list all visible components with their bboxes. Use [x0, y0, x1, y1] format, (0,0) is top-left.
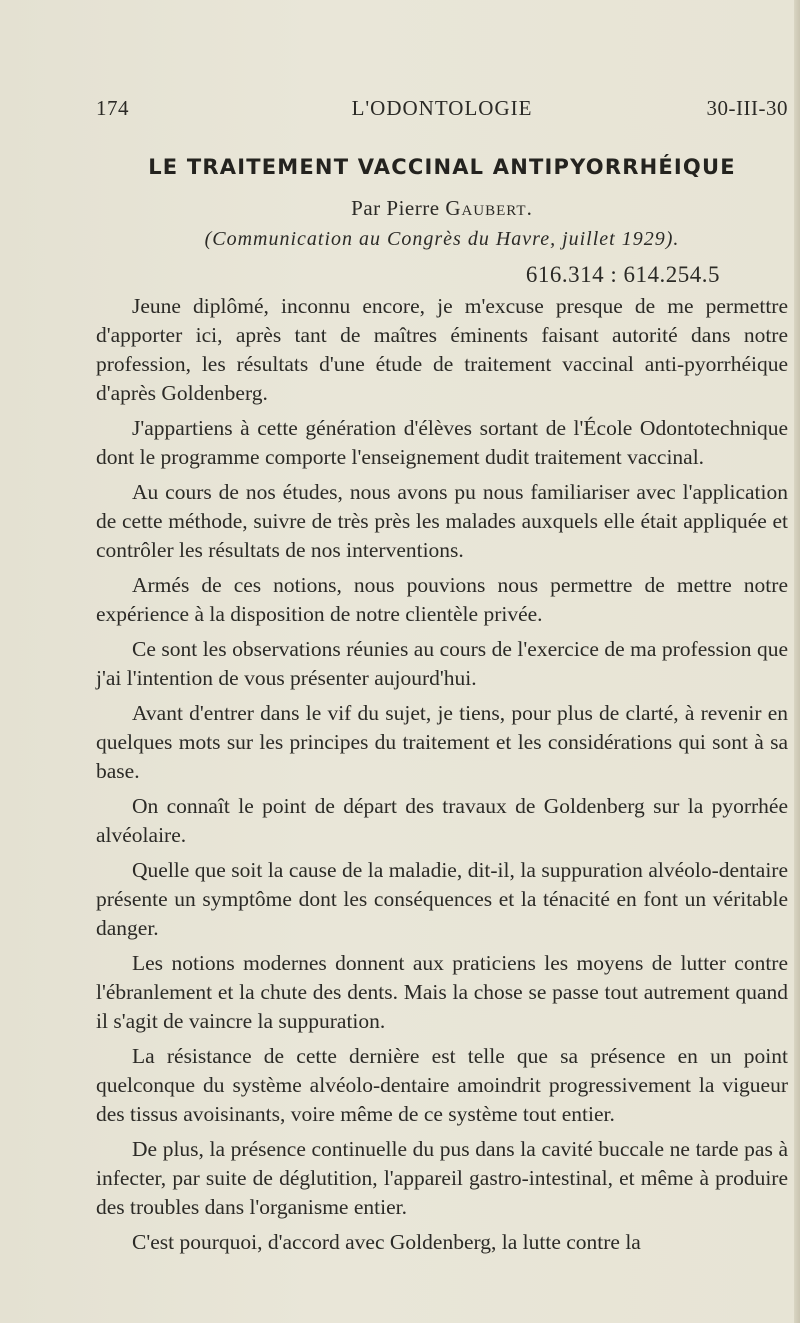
page-edge: [794, 0, 800, 1323]
page-number: 174: [96, 96, 129, 120]
paragraph: Ce sont les observations réunies au cours de l'exercice de ma profession que j'ai l'intention de vous présenter aujourd'hui.: [96, 637, 788, 690]
paragraph: Jeune diplômé, inconnu encore, je m'excuse presque de me permettre d'apporter ici, après tant de maîtres éminents faisant autorité dans notre profession, les résultats d'une étude de traitement vaccinal anti-pyorrhéique d'après Goldenberg.: [96, 294, 788, 405]
byline-prefix: Par Pierre: [351, 196, 440, 220]
paragraph: Quelle que soit la cause de la maladie, dit-il, la suppuration alvéolo-dentaire présente un symptôme dont les conséquences et la ténacité en font un véritable danger.: [96, 858, 788, 940]
paragraph: C'est pourquoi, d'accord avec Goldenberg, la lutte contre la: [132, 1230, 641, 1254]
paragraph: On connaît le point de départ des travaux de Goldenberg sur la pyorrhée alvéolaire.: [96, 794, 788, 847]
paragraph: De plus, la présence continuelle du pus dans la cavité buccale ne tarde pas à infecter, par suite de déglutition, l'appareil gastro-intestinal, et même à produire des troubles dans l'organisme entier.: [96, 1137, 788, 1219]
running-header: [96, 96, 788, 124]
paragraph: La résistance de cette dernière est telle que sa présence en un point quelconque du système alvéolo-dentaire amoindrit progressivement la vigueur des tissus avoisinants, voire même de ce système tout entier.: [96, 1044, 788, 1126]
classification-number: 616.314 : 614.254.5: [525, 262, 720, 287]
article-body: [96, 292, 788, 1263]
paragraph: J'appartiens à cette génération d'élèves sortant de l'École Odontotechnique dont le programme comporte l'enseignement dudit traitement vaccinal.: [96, 416, 788, 469]
byline: [96, 196, 788, 221]
article-title: LE TRAITEMENT VACCINAL ANTIPYORRHÉIQUE: [148, 155, 736, 179]
author-surname: Gaubert.: [445, 196, 533, 220]
source-note: (Communication au Congrès du Havre, juillet 1929).: [204, 228, 680, 250]
paragraph: Les notions modernes donnent aux praticiens les moyens de lutter contre l'ébranlement et la chute des dents. Mais la chose se passe tout autrement quand il s'agit de vaincre la suppuration.: [96, 951, 788, 1033]
paragraph: Avant d'entrer dans le vif du sujet, je tiens, pour plus de clarté, à revenir en quelques mots sur les principes du traitement et les considérations qui sont à sa base.: [96, 701, 788, 783]
paragraph: Armés de ces notions, nous pouvions nous permettre de mettre notre expérience à la disposition de notre clientèle privée.: [96, 573, 788, 626]
journal-title: L'ODONTOLOGIE: [351, 96, 533, 120]
issue-date: 30-III-30: [706, 96, 788, 120]
paragraph: Au cours de nos études, nous avons pu nous familiariser avec l'application de cette méthode, suivre de très près les malades auxquels elle était appliquée et contrôler les résultats de nos interventions.: [96, 480, 788, 562]
